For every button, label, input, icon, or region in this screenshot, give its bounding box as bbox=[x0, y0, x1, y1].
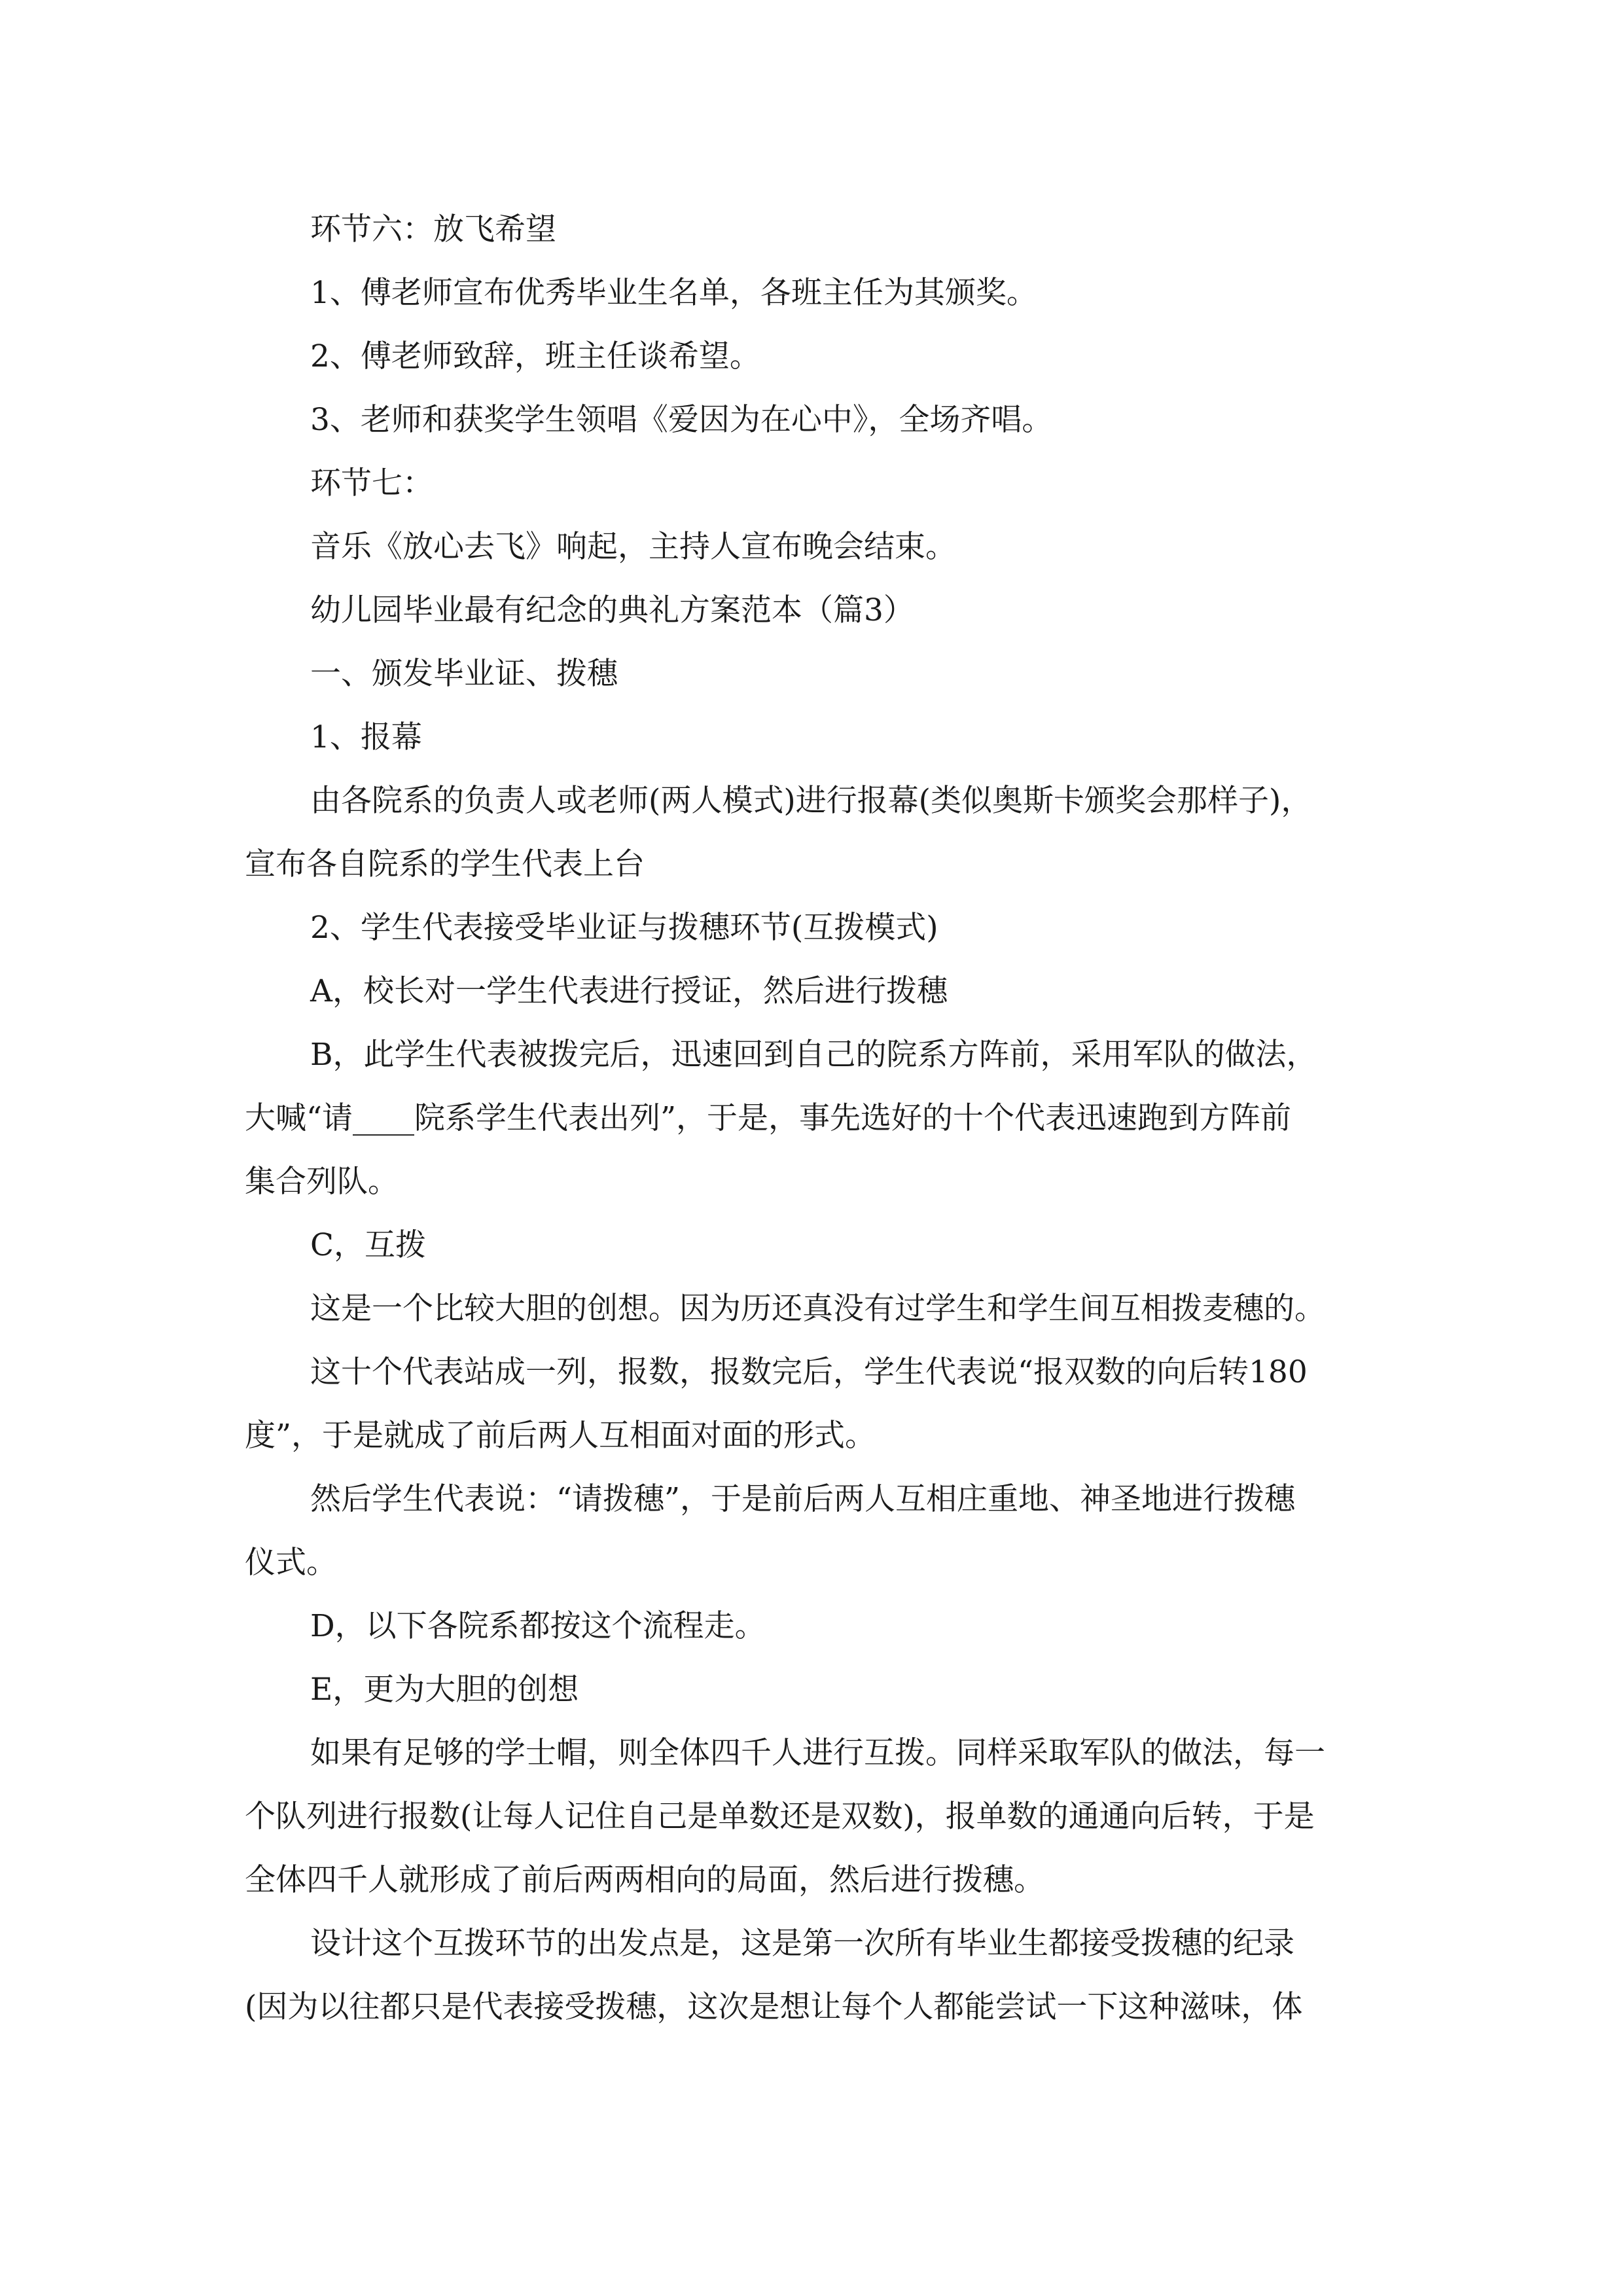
paragraph-line: 音乐《放心去飞》响起，主持人宣布晚会结束。 bbox=[310, 529, 956, 565]
section-heading: 环节七： bbox=[310, 465, 433, 501]
paragraph-line: 个队列进行报数(让每人记住自己是单数还是双数)，报单数的通通向后转，于是 bbox=[245, 1799, 1315, 1835]
document-body bbox=[245, 198, 1378, 2039]
subsection-heading: 1、报幕 bbox=[310, 719, 422, 755]
paragraph-line: 这是一个比较大胆的创想。因为历还真没有过学生和学生间互相拨麦穗的。 bbox=[310, 1291, 1325, 1327]
paragraph-line: D，以下各院系都按这个流程走。 bbox=[310, 1608, 766, 1644]
subsection-heading: 2、学生代表接受毕业证与拨穗环节(互拨模式) bbox=[310, 910, 938, 946]
paragraph-line: E，更为大胆的创想 bbox=[310, 1672, 579, 1708]
paragraph-line: 1、傅老师宣布优秀毕业生名单，各班主任为其颁奖。 bbox=[310, 275, 1037, 311]
paragraph-line: 集合列队。 bbox=[245, 1164, 399, 1200]
paragraph-line: 宣布各自院系的学生代表上台 bbox=[245, 846, 645, 882]
paragraph-line: 由各院系的负责人或老师(两人模式)进行报幕(类似奥斯卡颁奖会那样子)， bbox=[310, 783, 1312, 819]
section-heading: 一、颁发毕业证、拨穗 bbox=[310, 656, 618, 692]
paragraph-line: 如果有足够的学士帽，则全体四千人进行互拨。同样采取军队的做法，每一 bbox=[310, 1735, 1325, 1771]
paragraph-line: A，校长对一学生代表进行授证，然后进行拨穗 bbox=[310, 973, 948, 1009]
paragraph-line: 3、老师和获奖学生领唱《爱因为在心中》，全场齐唱。 bbox=[310, 402, 1053, 438]
paragraph-line: 大喊“请____院系学生代表出列”，于是，事先选好的十个代表迅速跑到方阵前 bbox=[245, 1100, 1292, 1136]
paragraph-line: 环节六：放飞希望 bbox=[310, 211, 556, 247]
paragraph-line: 仪式。 bbox=[245, 1545, 337, 1581]
paragraph-line: B，此学生代表被拨完后，迅速回到自己的院系方阵前，采用军队的做法， bbox=[310, 1037, 1317, 1073]
paragraph-line: 度”，于是就成了前后两人互相面对面的形式。 bbox=[245, 1418, 876, 1454]
paragraph-line: 这十个代表站成一列，报数，报数完后，学生代表说“报双数的向后转180 bbox=[310, 1354, 1308, 1390]
paragraph-line: C，互拨 bbox=[310, 1227, 426, 1263]
paragraph-line: 然后学生代表说：“请拨穗”，于是前后两人互相庄重地、神圣地进行拨穗 bbox=[310, 1481, 1296, 1517]
document-title: 幼儿园毕业最有纪念的典礼方案范本（篇3） bbox=[310, 592, 914, 628]
paragraph-line: 2、傅老师致辞，班主任谈希望。 bbox=[310, 338, 760, 374]
paragraph-line: 设计这个互拨环节的出发点是，这是第一次所有毕业生都接受拨穗的纪录 bbox=[310, 1926, 1294, 1962]
paragraph-line: (因为以往都只是代表接受拨穗，这次是想让每个人都能尝试一下这种滋味，体 bbox=[245, 1989, 1303, 2025]
paragraph-line: 全体四千人就形成了前后两两相向的局面，然后进行拨穗。 bbox=[245, 1862, 1044, 1898]
